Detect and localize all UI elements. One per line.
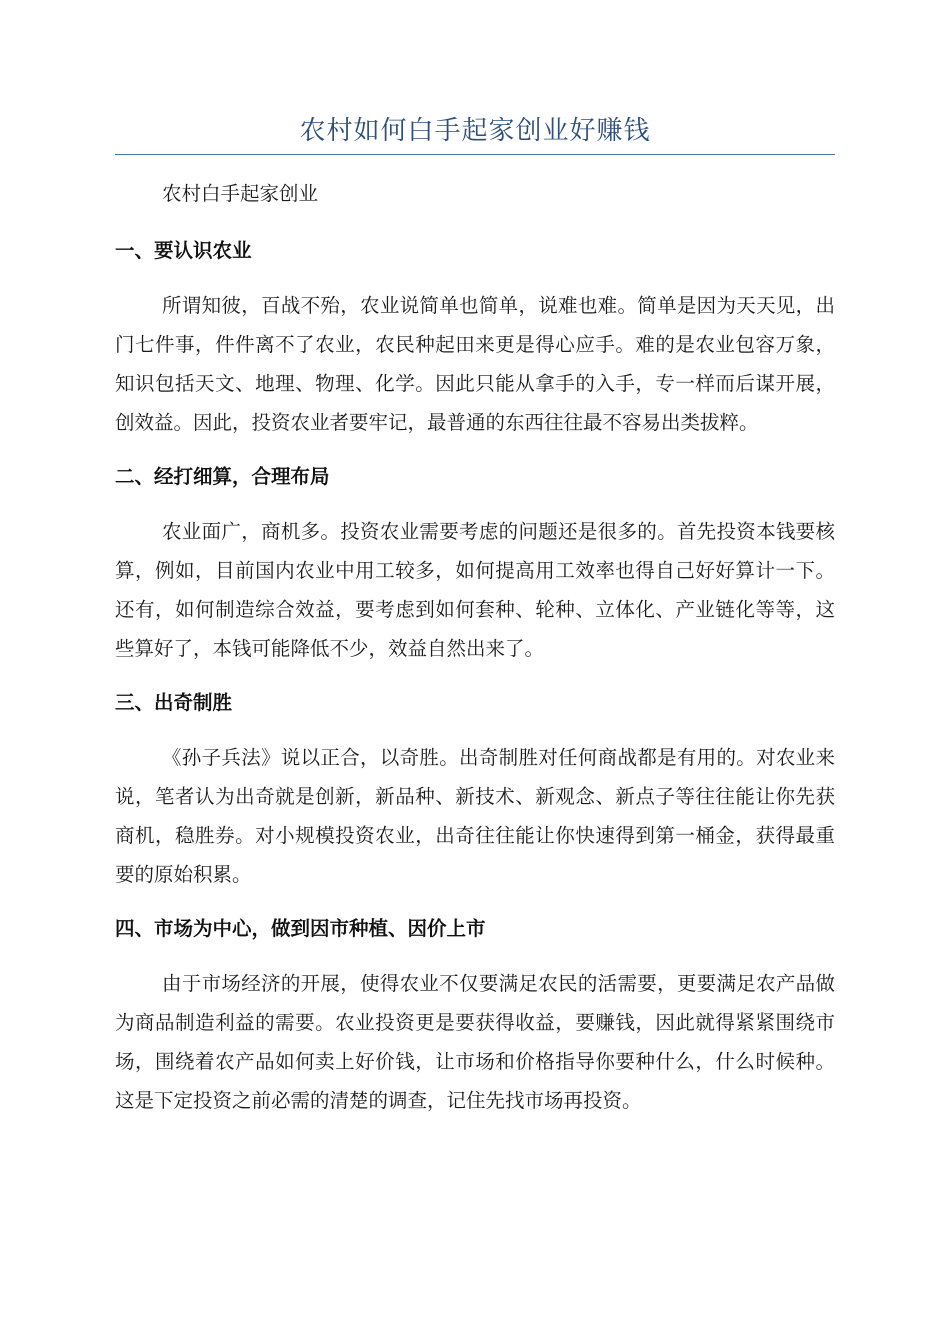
- section-heading: 四、市场为中心，做到因市种植、因价上市: [115, 917, 486, 940]
- section-3: [115, 684, 835, 894]
- section-paragraph: 《孙子兵法》说以正合，以奇胜。出奇制胜对任何商战都是有用的。对农业来说，笔者认为出奇就是创新，新品种、新技术、新观念、新点子等往往能让你先获商机，稳胜券。对小规模投资农业，出奇往往能让你快速得到第一桶金，获得最重要的原始积累。: [115, 746, 835, 886]
- section-2: [115, 458, 835, 668]
- section-paragraph: 农业面广，商机多。投资农业需要考虑的问题还是很多的。首先投资本钱要核算，例如，目前国内农业中用工较多，如何提高用工效率也得自己好好算计一下。还有，如何制造综合效益，要考虑到如何套种、轮种、立体化、产业链化等等，这些算好了，本钱可能降低不少，效益自然出来了。: [115, 520, 835, 660]
- title-underline: [115, 154, 835, 155]
- section-4: [115, 910, 835, 1120]
- section-1: [115, 232, 835, 442]
- document-subtitle: 农村白手起家创业: [162, 182, 319, 205]
- section-heading: 二、经打细算，合理布局: [115, 465, 330, 488]
- section-heading: 一、要认识农业: [115, 239, 252, 262]
- document-body: [115, 175, 835, 1136]
- section-paragraph: 所谓知彼，百战不殆，农业说简单也简单，说难也难。简单是因为天天见，出门七件事，件件离不了农业，农民种起田来更是得心应手。难的是农业包容万象，知识包括天文、地理、物理、化学。因此只能从拿手的入手，专一样而后谋开展，创效益。因此，投资农业者要牢记，最普通的东西往往最不容易出类拔粹。: [115, 294, 835, 434]
- section-heading: 三、出奇制胜: [115, 691, 233, 714]
- page-title: 农村如何白手起家创业好赚钱: [299, 116, 651, 146]
- section-paragraph: 由于市场经济的开展，使得农业不仅要满足农民的活需要，更要满足农产品做为商品制造利益的需要。农业投资更是要获得收益，要赚钱，因此就得紧紧围绕市场，围绕着农产品如何卖上好价钱，让市场和价格指导你要种什么，什么时候种。这是下定投资之前必需的清楚的调查，记住先找市场再投资。: [115, 972, 835, 1112]
